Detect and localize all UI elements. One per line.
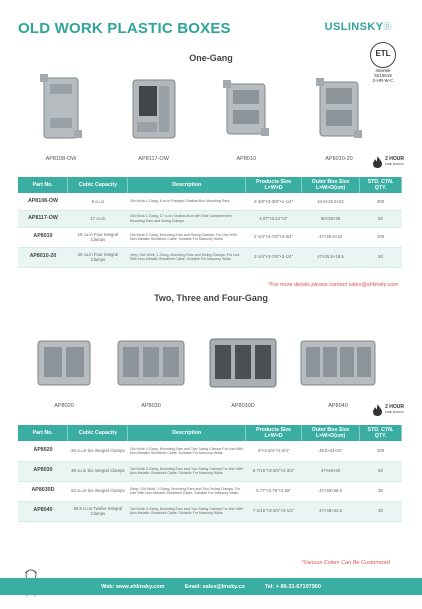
footer-web[interactable]: Web: www.shlinsky.com	[101, 583, 165, 590]
product-code: AP8030D	[231, 403, 255, 409]
column-header: Cubic Capacity	[68, 177, 128, 193]
footer-email[interactable]: Email: sales@linsky.co	[184, 583, 245, 590]
product-ap8108-ow	[30, 70, 92, 162]
cell-product-size: 4"×3-3/4"×2-3/4"	[246, 441, 302, 461]
cert-line-1: Intertek	[375, 68, 391, 73]
product-ap8010	[215, 70, 277, 162]
table-row	[18, 481, 402, 501]
product-code: AP8108-OW	[45, 156, 77, 162]
cell-capacity: 53 cu.in Six Integral Clamps	[68, 481, 128, 501]
cell-capacity: 38 cu.in Six Integral Clamps	[68, 461, 128, 481]
cell-capacity: 17 cu.in	[68, 210, 128, 227]
footer-tel: Tel: + 86-21-67107900	[264, 583, 321, 590]
rating-subtitle: FIRE RATING	[385, 162, 404, 166]
rating-title: 2 HOUR	[385, 404, 404, 410]
cell-product-size: 2-3/8"×3-3/8"×1-1/4"	[246, 193, 302, 210]
flame-icon	[372, 404, 383, 416]
box-image	[32, 333, 96, 395]
product-ap8010-20	[308, 70, 370, 162]
flame-icon	[372, 156, 383, 168]
cell-qty: 36	[360, 481, 402, 501]
cell-qty: 200	[360, 193, 402, 210]
cell-capacity: 25 cu.in Six Integral Clamps	[68, 441, 128, 461]
rating-title: 2 HOUR	[385, 156, 404, 162]
product-code: AP8040	[328, 403, 348, 409]
cell-description: Jeep, Old Work, 1-Gang, Mounting Ears and Swing Clamps; For Use With Non-Metallic Sheathed Cable; Suitable For Masonry Walls.	[128, 247, 246, 267]
fire-rating-badge	[372, 156, 404, 168]
cell-part-no: AP8030	[18, 461, 68, 481]
table-row	[18, 501, 402, 521]
cell-outer-box-size: 47×25.5×19.5	[302, 247, 360, 267]
cell-part-no: AP8020	[18, 441, 68, 461]
cell-description: Old Work 1-Gang, 17 cu.in Shallow Box with Side Compartment Mounting Ears and Swing Clamps.	[128, 210, 246, 227]
page-title: OLD WORK PLASTIC BOXES	[18, 20, 231, 37]
cell-outer-box-size: 44.5×25.5×32	[302, 193, 360, 210]
cell-capacity: 68.8 cu.in Twelve Integral Clamps	[68, 501, 128, 521]
column-header: Outer Box Size L×W×D(cm)	[302, 425, 360, 441]
table-row	[18, 461, 402, 481]
table-header-row	[18, 425, 402, 441]
cell-qty: 100	[360, 227, 402, 247]
product-ap8040	[298, 333, 378, 409]
cell-product-size: 2-1/4"×3-7/8"×2-3/4"	[246, 227, 302, 247]
multi-gang-heading: Two, Three and Four-Gang	[154, 293, 268, 303]
table-row	[18, 193, 402, 210]
box-image	[298, 333, 378, 395]
box-image	[308, 70, 370, 148]
cert-line-3: 2-HR-W-C	[372, 78, 394, 83]
brand-name: USLINSKY	[324, 21, 384, 33]
cell-part-no: AP8117-OW	[18, 210, 68, 227]
column-header: Cubic Capacity	[68, 425, 128, 441]
cert-line-2: 5010519	[374, 73, 392, 78]
table-row	[18, 247, 402, 267]
one-gang-products	[30, 70, 370, 162]
column-header: Outer Box Size L×W×D(cm)	[302, 177, 360, 193]
cell-qty: 50	[360, 247, 402, 267]
column-header: Part No.	[18, 177, 68, 193]
product-code: AP8010	[236, 156, 257, 162]
column-header: Products Size L×W×D	[246, 177, 302, 193]
cell-outer-box-size: 47×48×38.5	[302, 481, 360, 501]
box-image	[30, 70, 92, 148]
cell-capacity: 8 cu.in	[68, 193, 128, 210]
cell-description: Old Work 1-Gang, 8 cu.in Flanged Shallow Box Mounting Ears.	[128, 193, 246, 210]
contact-note: *For more details please contact sales@shlinsky.com	[268, 282, 398, 288]
column-header: Description	[128, 177, 246, 193]
cell-description: Old Work 1-Gang, Mounting Ears and Swing Clamps; For Use With Non-Metallic Sheathed Cable; Suitable For Masonry Walls.	[128, 227, 246, 247]
customization-note: *Various Colors Can Be Customized	[301, 560, 390, 566]
cell-outer-box-size: 47×29.5×33	[302, 227, 360, 247]
product-ap8020	[32, 333, 96, 409]
cell-part-no: AP8108-OW	[18, 193, 68, 210]
one-gang-spec-table	[18, 177, 402, 268]
etl-mark-icon: ETL	[370, 42, 396, 68]
cell-outer-box-size: 45.5×41×37	[302, 441, 360, 461]
rating-subtitle: FIRE RATING	[385, 410, 404, 414]
column-header: STD. CTN. QTY.	[360, 177, 402, 193]
product-code: AP8030	[141, 403, 161, 409]
column-header: Products Size L×W×D	[246, 425, 302, 441]
box-image	[114, 333, 188, 395]
table-row	[18, 441, 402, 461]
cell-qty: 60	[360, 461, 402, 481]
cell-capacity: 18 cu.in Four Integral Clamps	[68, 227, 128, 247]
cell-description: Old Work 4-Gang, Mounting Ears and Two Swing Clamps For Use With Non-Metallic Sheathed Cable; Suitable For Masonry Walls.	[128, 501, 246, 521]
cell-description: Deep, Old Work, 3-Gang, Mounting Ears and Two Swing Clamps; For Use With Non-Metallic Sheathed Cable; Suitable For Masonry Walls.	[128, 481, 246, 501]
product-code: AP8010-20	[325, 156, 353, 162]
multi-gang-spec-table	[18, 425, 402, 522]
cell-outer-box-size: 47×48×30	[302, 461, 360, 481]
product-code: AP8020	[54, 403, 74, 409]
contact-footer	[0, 578, 422, 595]
box-image	[215, 70, 277, 148]
product-code: AP8117-OW	[138, 156, 169, 162]
column-header: Description	[128, 425, 246, 441]
table-row	[18, 227, 402, 247]
brand-logo	[325, 21, 392, 33]
box-image	[206, 333, 280, 395]
fire-rating-badge	[372, 404, 404, 416]
cell-part-no: AP8010	[18, 227, 68, 247]
table-header-row	[18, 177, 402, 193]
cell-product-size: 2-1/4"×3-7/8"×3-1/4"	[246, 247, 302, 267]
table-row	[18, 210, 402, 227]
product-ap8030d	[206, 333, 280, 409]
one-gang-heading: One-Gang	[189, 53, 233, 63]
cell-qty: 100	[360, 441, 402, 461]
cell-product-size: 5-7/16"×3-3/4"×2-3/4"	[246, 461, 302, 481]
cell-description: Old Work 2-Gang, Mounting Ears and Two Swing Clamps For Use With Non-Metallic Sheathed Cable; Suitable For Masonry Walls.	[128, 441, 246, 461]
product-ap8030	[114, 333, 188, 409]
cell-part-no: AP8030D	[18, 481, 68, 501]
cell-outer-box-size: 47×48×33.5	[302, 501, 360, 521]
product-ap8117-ow	[123, 70, 185, 162]
cell-qty: 30	[360, 501, 402, 521]
cell-part-no: AP8010-20	[18, 247, 68, 267]
cell-product-size: 7-1/16"×3-3/4"×3-1/2"	[246, 501, 302, 521]
cell-capacity: 20 cu.in Four Integral Clamps	[68, 247, 128, 267]
cell-part-no: AP8040	[18, 501, 68, 521]
box-image	[123, 70, 185, 148]
column-header: STD. CTN. QTY.	[360, 425, 402, 441]
multi-gang-products	[32, 333, 378, 409]
cell-description: Old Work 3-Gang, Mounting Ears and Two Swing Clamps For Use With Non-Metallic Sheathed Cable; Suitable For Masonry Walls.	[128, 461, 246, 481]
cell-qty: 50	[360, 210, 402, 227]
column-header: Part No.	[18, 425, 68, 441]
cell-product-size: 4.07"×3.54"×2"	[246, 210, 302, 227]
cell-outer-box-size: 50×38×28	[302, 210, 360, 227]
brand-mark-icon: ®	[383, 21, 392, 33]
cell-product-size: 5.77"×3.79"×3.68"	[246, 481, 302, 501]
